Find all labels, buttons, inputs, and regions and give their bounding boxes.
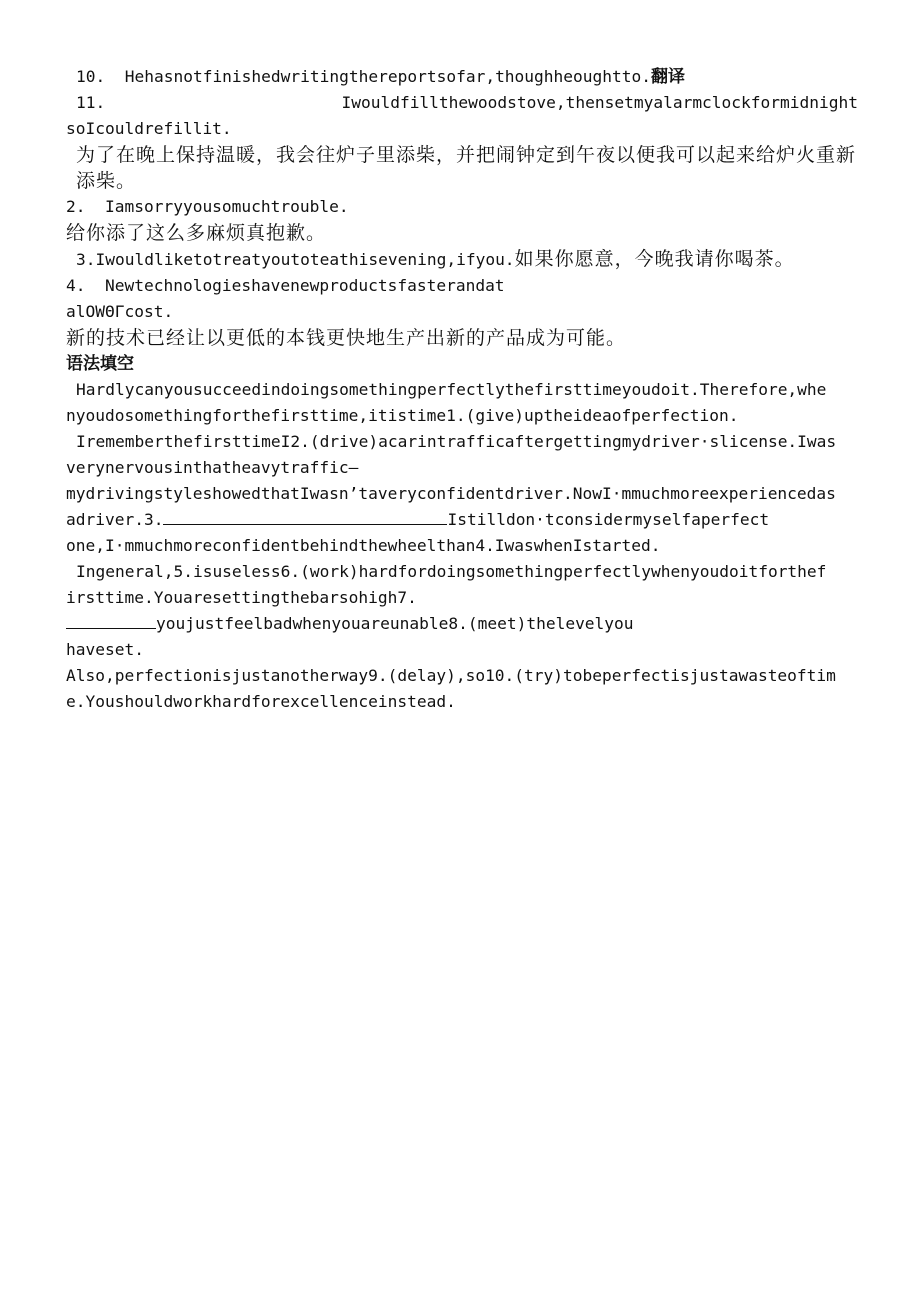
paragraph-3-line-1: Ingeneral,5.isuseless6.(work)hardfordoingsomethingperfectlywhenyoudoitforthef <box>76 562 827 581</box>
translation-item-11 <box>66 90 858 116</box>
paragraph-3-line-2: irsttime.Youaresettingthebarsohigh7. <box>66 588 417 607</box>
item-4-chinese: 新的技术已经让以更低的本钱更快地生产出新的产品成为可能。 <box>66 327 627 349</box>
paragraph-2-line-4-start: adriver.3. <box>66 510 164 529</box>
paragraph-3-line-3-text: youjustfeelbadwhenyouareunable8.(meet)thelevelyou <box>156 614 634 633</box>
item-2-chinese: 给你添了这么多麻烦真抱歉。 <box>66 222 327 244</box>
paragraph-1-line-1: Hardlycanyousucceedindoingsomethingperfectlythefirsttimeyoudoit.Therefore,whe <box>76 380 827 399</box>
translation-heading: 翻译 <box>651 67 685 87</box>
item-3-chinese: 如果你愿意，今晚我请你喝茶。 <box>514 248 795 270</box>
paragraph-2-line-3: mydrivingstyleshowedthatIwasn’taveryconfidentdriver.NowI·mmuchmoreexperiencedas <box>66 484 836 503</box>
fill-in-blank-7[interactable] <box>66 612 156 629</box>
item-3-text: 3.Iwouldliketotreatyoutoteathisevening,ifyou. <box>76 250 515 269</box>
item-11-number: 11. <box>76 93 106 112</box>
paragraph-2-line-5: one,I·mmuchmoreconfidentbehindthewheelthan4.IwaswhenIstarted. <box>66 536 661 555</box>
paragraph-3-line-6: e.Youshouldworkhardforexcellenceinstead. <box>66 692 456 711</box>
translation-item-10 <box>66 64 858 90</box>
paragraph-3-line-4: haveset. <box>66 640 144 659</box>
item-11-text-part1: Iwouldfillthewoodstove,thensetmyalarmclockformidnight <box>341 93 858 112</box>
translation-item-4: 4. Newtechnologieshavenewproductsfasterandat <box>66 276 505 295</box>
paragraph-2-line-4-end: Istilldon·tconsidermyselfaperfect <box>447 510 770 529</box>
translation-item-3 <box>66 246 858 273</box>
grammar-heading: 语法填空 <box>66 354 134 374</box>
translation-item-4-continued: alOWΘΓcost. <box>66 302 174 321</box>
paragraph-2-line-4 <box>66 507 858 533</box>
paragraph-2-line-1: IrememberthefirsttimeI2.(drive)acarintrafficaftergettingmydriver·slicense.Iwas <box>76 432 837 451</box>
paragraph-3-line-5: Also,perfectionisjustanotherway9.(delay),so10.(try)tobeperfectisjustawasteoftim <box>66 666 836 685</box>
translation-item-2: 2. Iamsorryyousomuchtrouble. <box>66 197 349 216</box>
paragraph-2-line-2: verynervousinthatheavytraffic— <box>66 458 359 477</box>
item-11-text-part2: soIcouldrefillit. <box>66 119 232 138</box>
item-11-chinese: 为了在晚上保持温暖，我会往炉子里添柴，并把闹钟定到午夜以便我可以起来给炉火重新添柴。 <box>76 144 857 192</box>
paragraph-3-line-3 <box>66 611 858 637</box>
document-page <box>66 64 858 715</box>
fill-in-blank-3[interactable] <box>163 508 447 525</box>
paragraph-1-line-2: nyoudosomethingforthefirsttime,itistime1.(give)uptheideaofperfection. <box>66 406 739 425</box>
item-10-text: 10. Hehasnotfinishedwritingthereportsofar,thoughheoughtto. <box>76 67 651 86</box>
